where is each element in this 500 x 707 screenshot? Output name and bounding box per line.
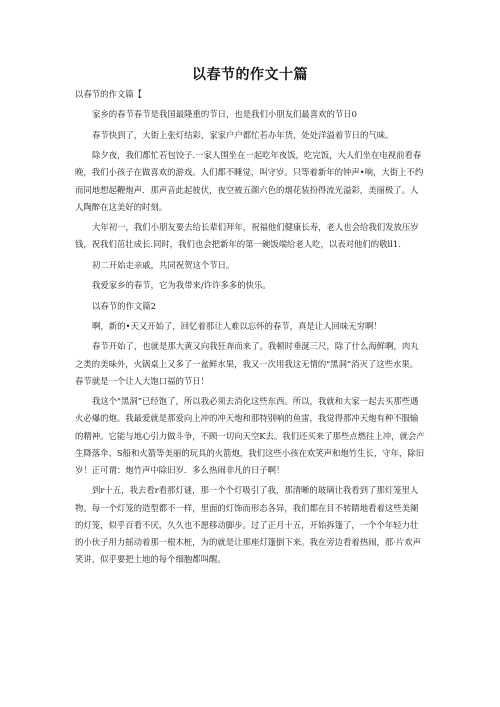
paragraph: 家乡的春节春节是我国最隆重的节日，也是我们小朋友们最喜欢的节日0 [92,109,357,120]
paragraph: 我这个"黑洞”已经饱了，所以我必须去消化这些东西。所以，我就和大家一起去买那些遇火必爆的炮。我最爱就是那爱向上冲的冲天炮和那特别响的鱼雷，我觉得那冲天炮有种不服输的精神。它能与地心引力做斗争，不顾一切向天空K去。我们还买来了那些点燃往上冲，就会产生降落伞、S船和火箭等美丽的玩具的火箭炮，我们这些小孩在欢笑声和炮竹生长，守年，除旧岁！正可谓：炮竹声中除旧岁．多么热闹非凡的日子啊！ [75,396,425,475]
paragraph: 春节开始了，也就是那大黄又向我狂奔而来了。我顿时垂涎三尺，除了什么海鲜啊，肉丸之类的美味外，火锅桌上又多了一盆鲜水果，我又一次用我这无情的"黑洞”消灭了这些水果。春节就是一个让人大饱口福的节日！ [75,341,419,386]
paragraph: 除夕夜，我们都忙若包饺子.一家人围坐在一起吃年夜饭，吃完饭，大人们坐在电视前看春晚，我们小孩子在做喜欢的游戏。人们都不睡觉，叫守岁。只等着新年的钟声•响，大街上不约而同地想起鞭炮声．那声音此起彼伏，夜空被五颜六色的烟花装扮得流光溢彩，美丽极了。人人陶醉在这美好的时刻。 [75,150,424,212]
paragraph-heading-2: 以春节的作文篇2 [92,300,156,311]
document-body [75,86,425,568]
paragraph: 春节快到了，大街上张灯结彩，家家户户都忙若办年货，处处洋溢着节日的气味。 [92,129,394,140]
document-title: 以春节的作文十篇 [192,67,308,83]
paragraph-heading-1: 以春节的作文篇【 [75,89,142,99]
paragraph: 初二开始走亲戚，共同祝贺这个节日。 [92,259,235,270]
paragraph: 到r十五，我去看r看那灯谜，那一个个灯吸引了我，那清晰的玻璃让我看到了那灯笼里人物。每一个灯笼的造型都不一样，里面的灯饰而形态各异，我们都在目不转睛地看着这些美阑的灯笼，似乎百看不厌，久久也不愿移动脚步。过了正月十五，开始拆篷了，一个个年轻力壮的小伙子用力摇动着那一根木桩，为的就是让那座灯篷倒下来。我在旁边看着热闹，那·片欢声笑讲，似乎要把土地的每个细胞都叫醒。 [75,485,422,565]
paragraph: 大年初一，我们小朋友要去给长辈们拜年，祝福他们健康长寿，老人也会给我们发放压岁钱，祝我们茁壮成长.同时，我们也会把新年的第一碗饭端给老人吃，以表对他们的敬ll1. [75,222,419,250]
paragraph: 啊，新的•天又开始了，回忆着那让人难以忘怀的春节，真是让人回味无穷啊！ [92,320,382,331]
paragraph: 我爱家乡的春节，它为我带来/许许多多的快乐。 [92,280,271,291]
